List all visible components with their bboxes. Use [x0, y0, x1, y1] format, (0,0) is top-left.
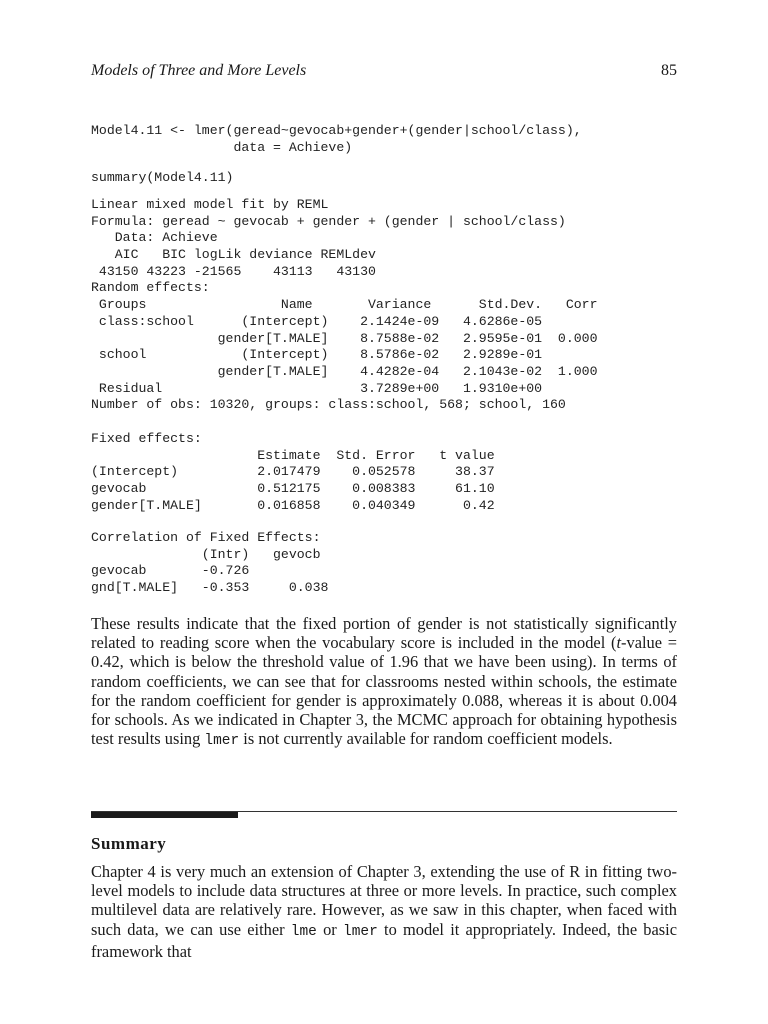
code-model-call [91, 123, 582, 156]
inline-code: lme [290, 923, 317, 940]
code-line: Estimate Std. Error t value [91, 447, 495, 463]
code-line: Number of obs: 10320, groups: class:school, 568; school, 160 [91, 397, 566, 413]
section-title: Summary [91, 834, 167, 853]
paragraph-text: is not currently available for random coefficient models. [239, 729, 613, 749]
paragraph-text: or [316, 919, 343, 939]
code-line: Model4.11 <- lmer(geread~gevocab+gender+(gender|school/class), [91, 123, 582, 138]
code-line: gnd[T.MALE] -0.353 0.038 [91, 580, 329, 596]
paragraph-text: -value = 0.42, which is below the threshold value of 1.96 that we have been using). In terms of random coefficients, we can see that for classrooms nested within schools, the estimate for the random coefficient for gender is approximately 0.088, whereas it is about 0.004 for schools. As we indicated in Chapter 3, the MCMC approach for obtaining hypothesis test results using [91, 633, 678, 749]
code-line: AIC BIC logLik deviance REMLdev [91, 247, 376, 263]
code-correlation [91, 530, 328, 597]
code-line: Formula: geread ~ gevocab + gender + (gender | school/class) [91, 213, 566, 229]
code-line: (Intr) gevocb [91, 546, 321, 562]
code-line: Correlation of Fixed Effects: [91, 530, 321, 545]
code-model-output [91, 197, 597, 414]
code-line: gender[T.MALE] 4.4282e-04 2.1043e-02 1.000 [91, 363, 598, 379]
inline-code: lmer [204, 733, 240, 750]
code-line: gevocab -0.726 [91, 563, 250, 579]
code-line: Groups Name Variance Std.Dev. Corr [91, 297, 598, 313]
code-line: data = Achieve) [91, 139, 353, 155]
code-line: 43150 43223 -21565 43113 43130 [91, 263, 376, 279]
code-line: Linear mixed model fit by REML [91, 197, 329, 212]
code-line: gender[T.MALE] 0.016858 0.040349 0.42 [91, 497, 495, 513]
code-line: class:school (Intercept) 2.1424e-09 4.6286e-05 [91, 313, 543, 329]
code-line: Random effects: [91, 280, 210, 296]
code-line: Fixed effects: [91, 431, 202, 446]
summary-paragraph [91, 862, 677, 961]
inline-code: lmer [343, 923, 378, 940]
running-title: Models of Three and More Levels [91, 62, 307, 79]
running-head [91, 60, 677, 84]
code-line: school (Intercept) 8.5786e-02 2.9289e-01 [91, 347, 543, 363]
section-rule-accent [91, 812, 238, 818]
code-line: (Intercept) 2.017479 0.052578 38.37 [91, 464, 495, 480]
page-number: 85 [661, 62, 677, 79]
code-line: gender[T.MALE] 8.7588e-02 2.9595e-01 0.000 [91, 330, 598, 346]
code-fixed-effects [91, 431, 495, 514]
code-line: gevocab 0.512175 0.008383 61.10 [91, 481, 495, 497]
code-line: summary(Model4.11) [91, 170, 234, 185]
code-summary-call [91, 170, 233, 187]
paragraph-text: Chapter 4 is very much an extension of Chapter 3, extending the use of R in fitting two-level models to include data structures at three or more levels. In practice, such complex multilevel data are relatively rare. However, as we saw in this chapter, when faced with such data, we can use either [91, 862, 677, 939]
paragraph-text: to model it appropriately. Indeed, the basic framework that [91, 919, 677, 961]
t-symbol: t [616, 633, 622, 653]
body-paragraph [91, 614, 677, 751]
code-line: Data: Achieve [91, 230, 218, 246]
code-line: Residual 3.7289e+00 1.9310e+00 [91, 380, 543, 396]
paragraph-text: These results indicate that the fixed portion of gender is not statistically significantly related to reading score when the vocabulary score is included in the model ( [91, 614, 677, 653]
